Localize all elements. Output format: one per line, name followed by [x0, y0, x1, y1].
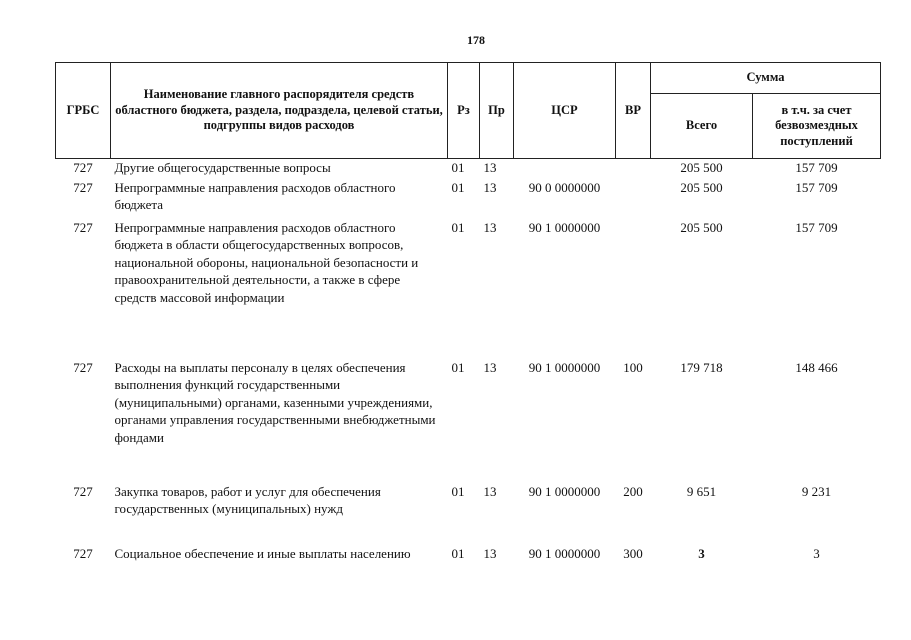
header-name: Наименование главного распорядителя средств областного бюджета, раздела, подраздела, целевой статьи, подгруппы видов расходов: [111, 63, 448, 159]
cell-vr: 200: [623, 483, 643, 499]
header-total: Всего: [651, 94, 753, 159]
cell-rz: 01: [451, 545, 465, 561]
cell-total: 3: [698, 545, 705, 561]
cell-name: Непрограммные направления расходов областного бюджета в области общегосударственных вопросов, национальной обороны, национальной безопасности и правоохранительной деятельности, а также в сфере средств массовой информации: [114, 219, 419, 305]
cell-rz: 01: [451, 160, 465, 175]
cell-total: 205 500: [680, 160, 723, 175]
cell-csr: 90 1 0000000: [528, 359, 601, 375]
cell-vr: 300: [623, 545, 643, 561]
header-grbs: ГРБС: [56, 63, 111, 159]
cell-pr: 13: [483, 545, 497, 561]
cell-free: 3: [813, 545, 820, 561]
cell-rz: 01: [451, 219, 465, 235]
header-free: в т.ч. за счет безвозмездных поступлений: [753, 94, 881, 159]
cell-rz: 01: [451, 359, 465, 375]
cell-grbs: 727: [73, 160, 93, 175]
table-row: [56, 483, 881, 545]
cell-total: 9 651: [686, 483, 717, 499]
cell-name: Закупка товаров, работ и услуг для обеспечения государственных (муниципальных) нужд: [114, 483, 381, 516]
cell-csr: 90 1 0000000: [528, 483, 601, 499]
page-number: 178: [467, 33, 485, 47]
cell-free: 157 709: [795, 160, 838, 175]
cell-name: Расходы на выплаты персоналу в целях обеспечения выполнения функций государственными (муниципальными) органами, казенными учреждениями, органами управления государственными внебюджетными фондами: [114, 359, 436, 445]
cell-free: 148 466: [795, 359, 838, 375]
cell-csr: 90 0 0000000: [528, 179, 601, 195]
cell-pr: 13: [483, 179, 497, 195]
cell-total: 205 500: [680, 179, 723, 195]
table-header: [56, 63, 881, 159]
header-pr: Пр: [480, 63, 514, 159]
header-sum: Сумма: [651, 63, 881, 94]
header-vr: ВР: [616, 63, 651, 159]
cell-name: Другие общегосударственные вопросы: [114, 160, 331, 175]
cell-grbs: 727: [73, 179, 93, 195]
cell-grbs: 727: [73, 219, 93, 235]
table-row: [56, 159, 881, 179]
cell-csr: 90 1 0000000: [528, 545, 601, 561]
table-row: [56, 359, 881, 483]
table-row: [56, 545, 881, 585]
header-csr: ЦСР: [514, 63, 616, 159]
budget-table: [55, 62, 881, 585]
cell-pr: 13: [483, 483, 497, 499]
cell-pr: 13: [483, 359, 497, 375]
cell-vr: [616, 159, 651, 179]
cell-grbs: 727: [73, 545, 93, 561]
cell-rz: 01: [451, 179, 465, 195]
cell-name: Непрограммные направления расходов областного бюджета: [114, 179, 396, 212]
table-row: [56, 219, 881, 359]
cell-rz: 01: [451, 483, 465, 499]
cell-csr: [514, 159, 616, 179]
cell-vr: [616, 219, 651, 359]
cell-vr: [616, 179, 651, 219]
cell-total: 179 718: [680, 359, 723, 375]
cell-name: Социальное обеспечение и иные выплаты населению: [114, 545, 411, 561]
cell-grbs: 727: [73, 359, 93, 375]
table-row: [56, 179, 881, 219]
cell-free: 9 231: [801, 483, 832, 499]
cell-grbs: 727: [73, 483, 93, 499]
cell-vr: 100: [623, 359, 643, 375]
cell-free: 157 709: [795, 179, 838, 195]
cell-pr: 13: [483, 160, 497, 175]
header-rz: Рз: [448, 63, 480, 159]
cell-pr: 13: [483, 219, 497, 235]
cell-total: 205 500: [680, 219, 723, 235]
cell-csr: 90 1 0000000: [528, 219, 601, 235]
table-body: [56, 159, 881, 585]
cell-free: 157 709: [795, 219, 838, 235]
